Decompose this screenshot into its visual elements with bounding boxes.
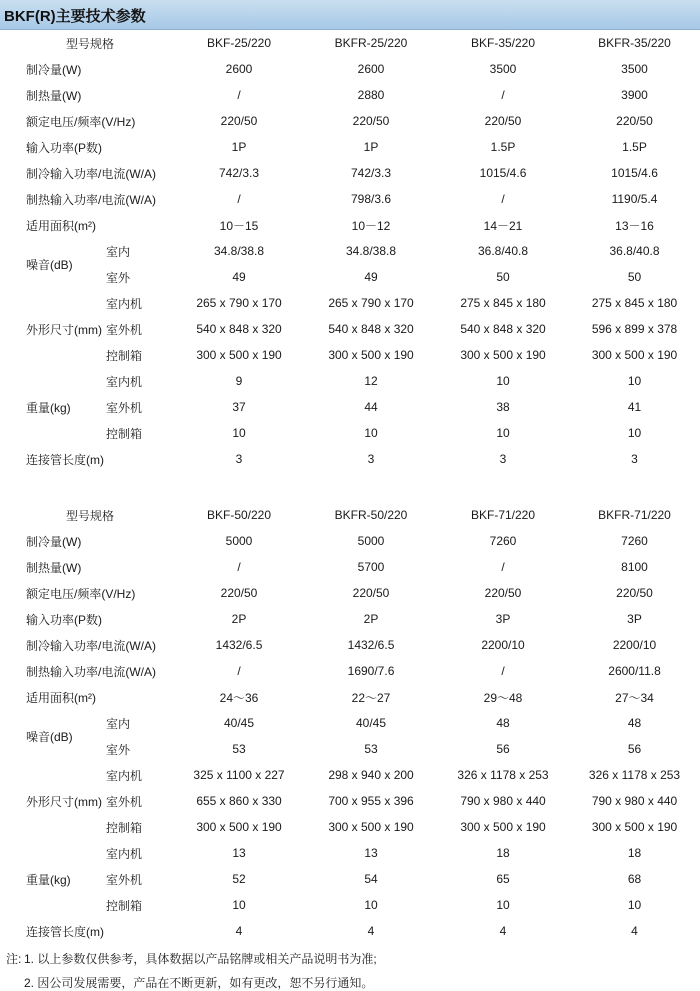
weight-control-value: 10 (364, 898, 378, 912)
table-row-size-control (0, 342, 700, 368)
area-label: 适用面积(m²) (26, 690, 96, 705)
table-row-noise-indoor (0, 710, 700, 736)
noise-label: 噪音(dB) (26, 729, 73, 744)
heating-value: / (237, 88, 241, 102)
table-row-area (0, 684, 700, 710)
cooling-value: 2600 (225, 62, 253, 76)
cooling-value: 3500 (489, 62, 517, 76)
voltage-value: 220/50 (352, 586, 390, 600)
heat-input-label: 制热输入功率/电流(W/A) (26, 192, 156, 207)
model-name: BKF-50/220 (206, 508, 272, 522)
size-control-value: 300 x 500 x 190 (196, 820, 282, 834)
voltage-label: 额定电压/频率(V/Hz) (26, 114, 136, 129)
size-outdoor-value: 790 x 980 x 440 (591, 794, 678, 808)
size-indoor-value: 326 x 1178 x 253 (457, 768, 549, 782)
power-label: 输入功率(P数) (26, 612, 102, 627)
heat-input-value: / (501, 664, 505, 678)
cool-input-value: 742/3.3 (350, 166, 392, 180)
weight-control-value: 10 (627, 426, 642, 440)
model-name: BKFR-25/220 (334, 36, 408, 50)
heating-value: 2880 (357, 88, 385, 102)
noise-outdoor-value: 50 (496, 270, 510, 284)
weight-outdoor-value: 44 (364, 400, 378, 414)
size-control-value: 300 x 500 x 190 (591, 348, 678, 362)
weight-control-value: 10 (364, 426, 378, 440)
area-value: 22～27 (351, 690, 391, 705)
heating-label: 制热量(W) (26, 88, 82, 103)
table-row-heating (0, 82, 700, 108)
pipe-value: 3 (499, 452, 507, 466)
voltage-value: 220/50 (484, 586, 522, 600)
weight-outdoor-value: 68 (627, 872, 642, 886)
heating-value: 5700 (357, 560, 385, 574)
table-row-model (0, 30, 700, 56)
cooling-value: 2600 (357, 62, 385, 76)
area-label: 适用面积(m²) (26, 218, 96, 233)
table-row-voltage (0, 580, 700, 606)
weight-control-label: 控制箱 (106, 426, 143, 441)
size-outdoor-value: 540 x 848 x 320 (196, 322, 282, 336)
noise-indoor-value: 36.8/40.8 (609, 244, 660, 258)
power-value: 1.5P (622, 140, 647, 154)
table-row-weight-control (0, 420, 700, 446)
table-row-weight-control (0, 892, 700, 918)
table-row-cool-input (0, 160, 700, 186)
noise-indoor-value: 40/45 (356, 716, 387, 730)
pipe-value: 3 (367, 452, 375, 466)
noise-outdoor-label: 室外 (106, 742, 131, 757)
title-bar (0, 0, 700, 30)
table-row-cool-input (0, 632, 700, 658)
area-value: 27～34 (615, 690, 654, 705)
voltage-label: 额定电压/频率(V/Hz) (26, 586, 136, 601)
noise-outdoor-value: 53 (232, 742, 246, 756)
weight-outdoor-label: 室外机 (106, 400, 143, 415)
voltage-value: 220/50 (616, 586, 653, 600)
size-indoor-value: 326 x 1178 x 253 (588, 768, 681, 782)
weight-control-value: 10 (627, 898, 642, 912)
size-indoor-value: 325 x 1100 x 227 (193, 768, 285, 782)
model-name: BKFR-71/220 (598, 508, 671, 522)
noise-label: 噪音(dB) (26, 257, 73, 272)
size-outdoor-label: 室外机 (106, 794, 143, 809)
heating-value: / (501, 88, 505, 102)
table-row-voltage (0, 108, 700, 134)
noise-outdoor-label: 室外 (106, 270, 131, 285)
size-outdoor-value: 540 x 848 x 320 (328, 322, 414, 336)
cool-input-value: 1015/4.6 (479, 166, 527, 180)
model-label: 型号规格 (66, 508, 115, 523)
table-row-heating (0, 554, 700, 580)
table-row-cooling (0, 56, 700, 82)
power-value: 1P (363, 140, 379, 154)
cool-input-value: 1015/4.6 (611, 166, 658, 180)
cooling-value: 5000 (225, 534, 253, 548)
table-row-cooling (0, 528, 700, 554)
cooling-value: 7260 (621, 534, 648, 548)
area-value: 10－12 (351, 218, 391, 233)
voltage-value: 220/50 (484, 114, 522, 128)
noise-indoor-label: 室内 (106, 244, 131, 259)
area-value: 13－16 (615, 218, 654, 233)
weight-indoor-value: 9 (235, 374, 243, 388)
size-outdoor-value: 790 x 980 x 440 (460, 794, 546, 808)
weight-outdoor-value: 54 (364, 872, 378, 886)
weight-indoor-value: 12 (364, 374, 378, 388)
heat-input-value: 1190/5.4 (611, 192, 658, 206)
noise-indoor-value: 34.8/38.8 (345, 244, 397, 258)
size-control-label: 控制箱 (106, 820, 143, 835)
heating-label: 制热量(W) (26, 560, 82, 575)
noise-outdoor-value: 49 (232, 270, 246, 284)
cool-input-value: 742/3.3 (218, 166, 260, 180)
weight-indoor-value: 18 (627, 846, 642, 860)
noise-outdoor-value: 56 (496, 742, 510, 756)
noise-indoor-value: 36.8/40.8 (477, 244, 529, 258)
size-control-value: 300 x 500 x 190 (460, 820, 546, 834)
cool-input-label: 制冷输入功率/电流(W/A) (26, 638, 156, 653)
cooling-value: 3500 (621, 62, 648, 76)
weight-label: 重量(kg) (26, 400, 71, 415)
size-outdoor-value: 540 x 848 x 320 (460, 322, 546, 336)
weight-control-value: 10 (496, 426, 510, 440)
weight-control-value: 10 (232, 898, 246, 912)
weight-indoor-label: 室内机 (106, 846, 143, 861)
table-row-model (0, 502, 700, 528)
table-row-weight-indoor (0, 368, 700, 394)
weight-indoor-value: 13 (364, 846, 378, 860)
size-indoor-value: 265 x 790 x 170 (196, 296, 282, 310)
table-row-area (0, 212, 700, 238)
table-row-size-outdoor (0, 316, 700, 342)
table-row-noise-outdoor (0, 264, 700, 290)
note-line-2: 2. 因公司发展需要，产品在不断更新，如有更改，恕不另行通知。 (24, 976, 374, 990)
size-label: 外形尺寸(mm) (26, 322, 102, 337)
weight-indoor-value: 18 (496, 846, 510, 860)
cool-input-value: 1432/6.5 (347, 638, 395, 652)
cool-input-value: 2200/10 (612, 638, 657, 652)
cooling-label: 制冷量(W) (26, 62, 82, 77)
weight-outdoor-value: 38 (496, 400, 510, 414)
voltage-value: 220/50 (220, 114, 258, 128)
weight-outdoor-value: 41 (627, 400, 642, 414)
size-indoor-value: 275 x 845 x 180 (591, 296, 678, 310)
table-row-size-outdoor (0, 788, 700, 814)
voltage-value: 220/50 (352, 114, 390, 128)
heating-value: 3900 (621, 88, 648, 102)
power-value: 1.5P (490, 140, 516, 154)
power-value: 3P (627, 612, 642, 626)
voltage-value: 220/50 (616, 114, 653, 128)
size-control-value: 300 x 500 x 190 (460, 348, 546, 362)
table-row-heat-input (0, 658, 700, 684)
size-indoor-value: 265 x 790 x 170 (328, 296, 414, 310)
pipe-label: 连接管长度(m) (26, 452, 104, 467)
size-outdoor-value: 700 x 955 x 396 (328, 794, 414, 808)
table-row-power (0, 606, 700, 632)
size-control-value: 300 x 500 x 190 (196, 348, 282, 362)
noise-outdoor-value: 56 (627, 742, 642, 756)
noise-indoor-value: 34.8/38.8 (213, 244, 265, 258)
spec-table-2 (0, 502, 700, 944)
area-value: 10－15 (219, 218, 259, 233)
notes-prefix: 注: (6, 952, 22, 966)
cooling-label: 制冷量(W) (26, 534, 82, 549)
model-name: BKF-25/220 (206, 36, 272, 50)
noise-indoor-value: 48 (627, 716, 642, 730)
table-row-size-control (0, 814, 700, 840)
heat-input-value: / (237, 192, 241, 206)
cool-input-value: 2200/10 (481, 638, 525, 652)
weight-outdoor-value: 37 (232, 400, 246, 414)
heat-input-label: 制热输入功率/电流(W/A) (26, 664, 156, 679)
heat-input-value: 1690/7.6 (347, 664, 395, 678)
noise-indoor-value: 48 (496, 716, 510, 730)
table-row-pipe (0, 918, 700, 944)
pipe-value: 4 (235, 924, 243, 938)
area-value: 29～48 (483, 690, 523, 705)
size-indoor-value: 298 x 940 x 200 (328, 768, 414, 782)
table-row-noise-indoor (0, 238, 700, 264)
weight-outdoor-value: 65 (496, 872, 510, 886)
model-name: BKFR-50/220 (334, 508, 408, 522)
size-control-value: 300 x 500 x 190 (328, 348, 414, 362)
pipe-value: 4 (499, 924, 507, 938)
pipe-value: 4 (367, 924, 375, 938)
heating-value: 8100 (621, 560, 648, 574)
pipe-value: 3 (631, 452, 638, 466)
size-outdoor-value: 596 x 899 x 378 (591, 322, 678, 336)
weight-indoor-value: 10 (627, 374, 642, 388)
heat-input-value: / (237, 664, 241, 678)
size-control-value: 300 x 500 x 190 (328, 820, 414, 834)
size-label: 外形尺寸(mm) (26, 794, 102, 809)
table-row-weight-indoor (0, 840, 700, 866)
heat-input-value: / (501, 192, 505, 206)
size-outdoor-label: 室外机 (106, 322, 143, 337)
cool-input-label: 制冷输入功率/电流(W/A) (26, 166, 156, 181)
weight-control-label: 控制箱 (106, 898, 143, 913)
noise-outdoor-value: 53 (364, 742, 378, 756)
weight-control-value: 10 (496, 898, 510, 912)
noise-outdoor-value: 49 (364, 270, 378, 284)
size-control-value: 300 x 500 x 190 (591, 820, 678, 834)
size-control-label: 控制箱 (106, 348, 143, 363)
table-row-size-indoor (0, 290, 700, 316)
heating-value: / (237, 560, 241, 574)
weight-indoor-label: 室内机 (106, 374, 143, 389)
heating-value: / (501, 560, 505, 574)
noise-outdoor-value: 50 (627, 270, 642, 284)
weight-indoor-value: 13 (232, 846, 246, 860)
power-value: 2P (363, 612, 379, 626)
note-line-1: 1. 以上参数仅供参考，具体数据以产品铭牌或相关产品说明书为准; (24, 952, 377, 966)
table-row-noise-outdoor (0, 736, 700, 762)
cooling-value: 7260 (489, 534, 517, 548)
page-title: BKF(R)主要技术参数 (4, 8, 146, 25)
table-row-heat-input (0, 186, 700, 212)
pipe-value: 3 (235, 452, 243, 466)
heat-input-value: 798/3.6 (350, 192, 392, 206)
pipe-value: 4 (631, 924, 638, 938)
cooling-value: 5000 (357, 534, 385, 548)
weight-indoor-value: 10 (496, 374, 510, 388)
area-value: 24～36 (219, 690, 259, 705)
size-indoor-label: 室内机 (106, 296, 143, 311)
size-indoor-label: 室内机 (106, 768, 143, 783)
noise-indoor-value: 40/45 (224, 716, 255, 730)
model-name: BKFR-35/220 (598, 36, 671, 50)
size-indoor-value: 275 x 845 x 180 (460, 296, 546, 310)
power-label: 输入功率(P数) (26, 140, 102, 155)
voltage-value: 220/50 (220, 586, 258, 600)
table-row-weight-outdoor (0, 394, 700, 420)
table-row-power (0, 134, 700, 160)
weight-label: 重量(kg) (26, 872, 71, 887)
weight-control-value: 10 (232, 426, 246, 440)
spec-table-1 (0, 30, 700, 472)
table-row-weight-outdoor (0, 866, 700, 892)
noise-indoor-label: 室内 (106, 716, 131, 731)
size-outdoor-value: 655 x 860 x 330 (196, 794, 282, 808)
power-value: 3P (495, 612, 511, 626)
table-row-size-indoor (0, 762, 700, 788)
cool-input-value: 1432/6.5 (215, 638, 263, 652)
area-value: 14－21 (483, 218, 523, 233)
power-value: 1P (231, 140, 247, 154)
model-name: BKF-71/220 (470, 508, 536, 522)
table-row-pipe (0, 446, 700, 472)
power-value: 2P (231, 612, 247, 626)
model-name: BKF-35/220 (470, 36, 536, 50)
weight-outdoor-label: 室外机 (106, 872, 143, 887)
model-label: 型号规格 (66, 36, 115, 51)
heat-input-value: 2600/11.8 (608, 664, 661, 678)
pipe-label: 连接管长度(m) (26, 924, 104, 939)
weight-outdoor-value: 52 (232, 872, 246, 886)
